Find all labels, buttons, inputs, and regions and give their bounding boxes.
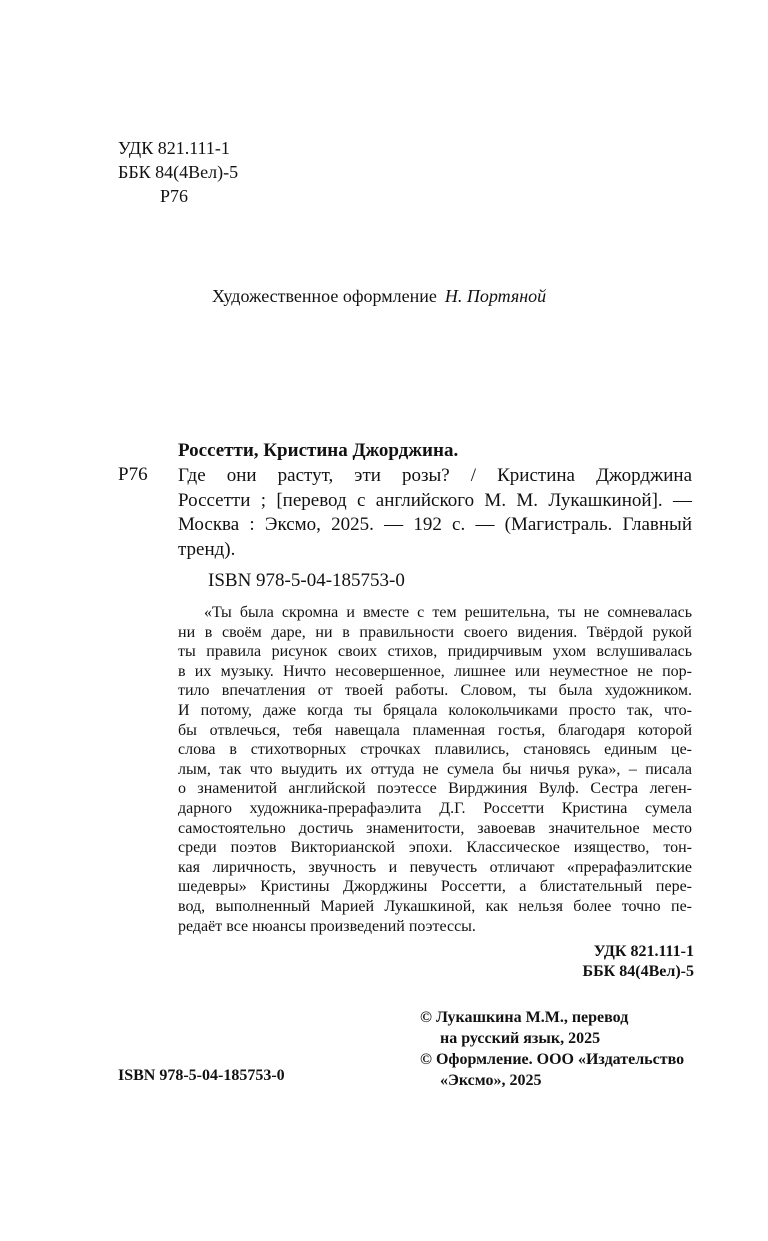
annotation-line: ты правила рисунок своих стихов, придирчивым ухом вслушивалась bbox=[178, 643, 692, 661]
annotation-line: дарного художника-прерафаэлита Д.Г. Россетти Кристина сумела bbox=[178, 799, 692, 817]
copyright-line: © Оформление. ООО «Издательство bbox=[420, 1051, 685, 1068]
copyright-line: © Лукашкина М.М., перевод bbox=[420, 1009, 629, 1026]
annotation-line: лым, так что выудить их оттуда не сумела бы ничья рука», – писала bbox=[178, 760, 692, 778]
description-line: Россетти ; [перевод с английского М. М. Лукашкиной]. — bbox=[178, 489, 692, 511]
author-mark: Р76 bbox=[160, 186, 189, 206]
description-line: Где они растут, эти розы? / Кристина Джорджина bbox=[178, 465, 692, 486]
annotation-line: ни в своём даре, ни в правильности своего видения. Твёрдой рукой bbox=[178, 623, 692, 641]
design-credit bbox=[212, 286, 546, 307]
udk-code-right: УДК 821.111-1 bbox=[593, 943, 694, 960]
copyright-line: «Эксмо», 2025 bbox=[440, 1072, 542, 1089]
record-isbn: ISBN 978-5-04-185753-0 bbox=[208, 570, 405, 591]
annotation-line: тило впечатления от твоей работы. Словом, ты была художником. bbox=[178, 682, 692, 700]
bbk-code: ББК 84(4Вел)-5 bbox=[118, 162, 239, 182]
annotation-line: о знаменитой английской поэтессе Вирджиния Вулф. Сестра леген- bbox=[178, 780, 692, 798]
record-author-mark: Р76 bbox=[118, 464, 148, 485]
classification-codes-right bbox=[560, 942, 694, 982]
copyright-line: на русский язык, 2025 bbox=[440, 1030, 601, 1047]
annotation-line: самостоятельно достичь знаменитости, завоевав значительное место bbox=[178, 819, 692, 837]
design-credit-label: Художественное оформление bbox=[212, 286, 437, 306]
description-line: Москва : Эксмо, 2025. — 192 с. — (Магистраль. Главный bbox=[178, 514, 692, 535]
bibliographic-description bbox=[178, 464, 692, 562]
classification-block bbox=[118, 136, 238, 208]
annotation-line: бы отвлечься, тебя навещала пламенная гостья, благодаря которой bbox=[178, 721, 692, 739]
annotation-line: в их музыку. Ничто несовершенное, лишнее или неуместное не пор- bbox=[178, 662, 692, 680]
designer-name: Н. Портяной bbox=[444, 286, 547, 306]
annotation-line: И потому, даже когда ты бряцала колокольчиками просто так, что- bbox=[178, 701, 692, 719]
annotation-line: вод, выполненный Марией Лукашкиной, как нельзя более точно пе- bbox=[178, 897, 692, 915]
isbn-bottom: ISBN 978-5-04-185753-0 bbox=[118, 1067, 285, 1084]
udk-code: УДК 821.111-1 bbox=[118, 138, 230, 158]
bbk-code-right: ББК 84(4Вел)-5 bbox=[582, 963, 694, 980]
annotation-line: «Ты была скромна и вместе с тем решительна, ты не сомневалась bbox=[204, 604, 692, 621]
annotation-line: редаёт все нюансы произведений поэтессы. bbox=[178, 917, 476, 935]
author-heading: Россетти, Кристина Джорджина. bbox=[178, 440, 459, 461]
annotation-line: кая лиричность, звучность и певучесть отличают «прерафаэлитские bbox=[178, 858, 692, 876]
annotation-line: слова в стихотворных строчках плавились, становясь единым це- bbox=[178, 741, 692, 759]
annotation-line: среди поэтов Викторианской эпохи. Классическое изящество, тон- bbox=[178, 839, 692, 857]
annotation bbox=[178, 603, 692, 936]
description-line: тренд). bbox=[178, 538, 236, 560]
annotation-line: шедевры» Кристины Джорджины Россетти, а блистательный пере- bbox=[178, 878, 692, 896]
copyright-block bbox=[420, 1007, 684, 1091]
